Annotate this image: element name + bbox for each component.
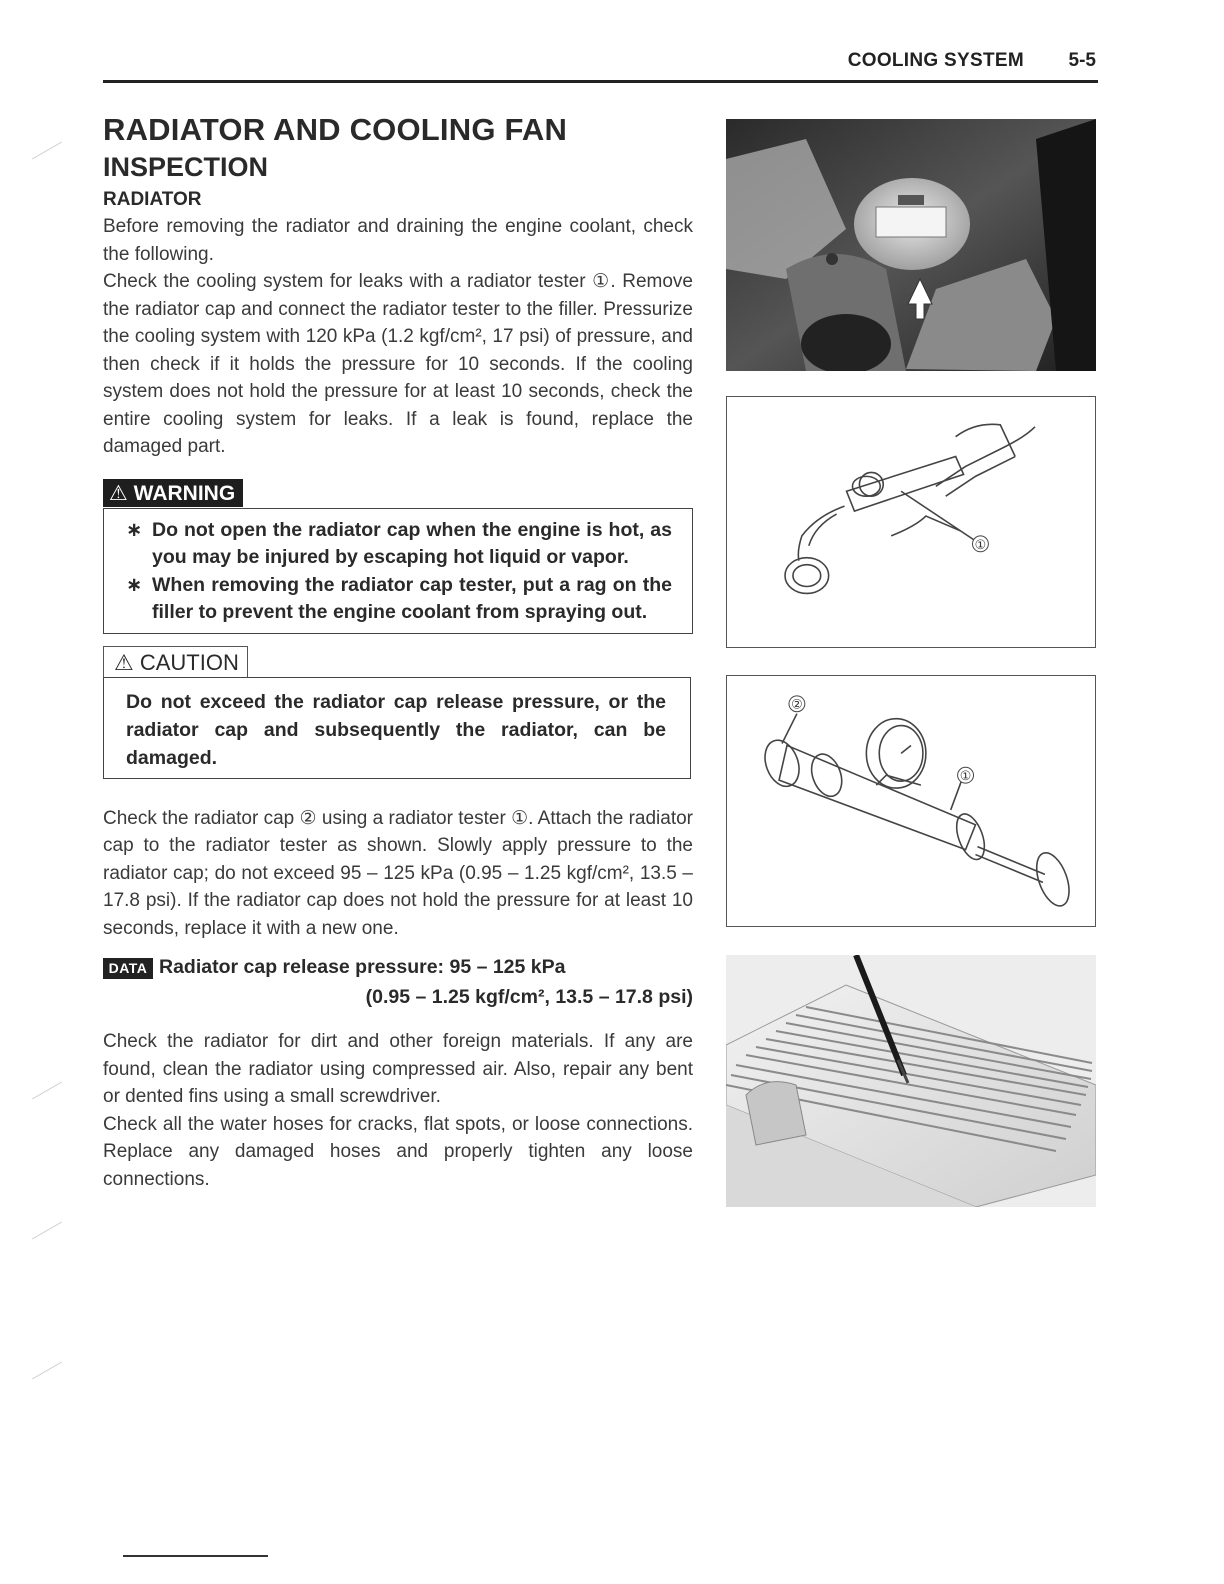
scan-mark: [32, 142, 62, 160]
warning-item: [104, 517, 692, 572]
scan-mark: [32, 1222, 62, 1240]
warning-label: ⚠ WARNING: [103, 479, 243, 507]
dirt-paragraph: Check the radiator for dirt and other foreign materials. If any are found, clean the radiator using compressed air. Also, repair any bent or dented fins using a small screwdriver.: [103, 1031, 693, 1107]
caution-box: Do not exceed the radiator cap release pressure, or the radiator cap and subsequently the radiator, can be damaged.: [103, 677, 691, 779]
spec-line-1: Radiator cap release pressure: 95 – 125 kPa: [159, 956, 566, 978]
intro-paragraph: Before removing the radiator and draining the engine coolant, check the following.: [103, 216, 693, 265]
data-icon: DATA: [103, 958, 153, 979]
spec-line-2: (0.95 – 1.25 kgf/cm², 13.5 – 17.8 psi): [365, 986, 693, 1008]
page-number: 5-5: [1068, 50, 1096, 71]
bullet-asterisk: ∗: [126, 518, 143, 541]
subheading: RADIATOR: [103, 189, 202, 210]
leak-paragraph: Check the cooling system for leaks with a radiator tester ①. Remove the radiator cap and connect the radiator tester to the filler. Pressurize the cooling system with 120 kPa (1.2 kgf/cm², 17 psi) of pressure, and then check if it holds the pressure for 10 seconds. If the cooling system does not hold the pressure for at least 10 seconds, check the entire cooling system for leaks. If a leak is found, replace the damaged part.: [103, 271, 693, 457]
radiator-tester-diagram: [726, 396, 1096, 648]
cap-paragraph: Check the radiator cap ② using a radiator tester ①. Attach the radiator cap to the radiator tester as shown. Slowly apply pressure to the radiator cap; do not exceed 95 – 125 kPa (0.95 – 1.25 kgf/cm², 13.5 – 17.8 psi). If the radiator cap does not hold the pressure for at least 10 seconds, replace it with a new one.: [103, 807, 693, 939]
page-header: [103, 50, 1098, 83]
page-title: RADIATOR AND COOLING FAN: [103, 112, 568, 147]
spec-block: [103, 956, 693, 1016]
bullet-asterisk: ∗: [126, 573, 143, 596]
radiator-fins-photo: [726, 955, 1096, 1207]
warning-item-text: When removing the radiator cap tester, put a rag on the filler to prevent the engine coolant from spraying out.: [152, 573, 672, 623]
radiator-cap-photo: [726, 119, 1096, 371]
hose-paragraph: Check all the water hoses for cracks, flat spots, or loose connections. Replace any damaged hoses and properly tighten any loose connections.: [103, 1113, 693, 1190]
warning-item-text: Do not open the radiator cap when the engine is hot, as you may be injured by escaping hot liquid or vapor.: [152, 518, 672, 568]
section-title: COOLING SYSTEM: [847, 50, 1024, 71]
scan-mark: [32, 1082, 62, 1100]
callout-1: ①: [974, 537, 987, 553]
section-subtitle: INSPECTION: [103, 152, 269, 182]
warning-box: [103, 508, 693, 634]
scan-mark: [32, 1362, 62, 1380]
warning-item: [104, 572, 692, 627]
callout-2: ②: [791, 697, 803, 713]
caution-label: ⚠ CAUTION: [103, 646, 248, 677]
main-column: [103, 112, 693, 1193]
cap-tester-diagram: [726, 675, 1096, 927]
footer-rule: [123, 1555, 268, 1557]
callout-1: ①: [959, 769, 972, 785]
